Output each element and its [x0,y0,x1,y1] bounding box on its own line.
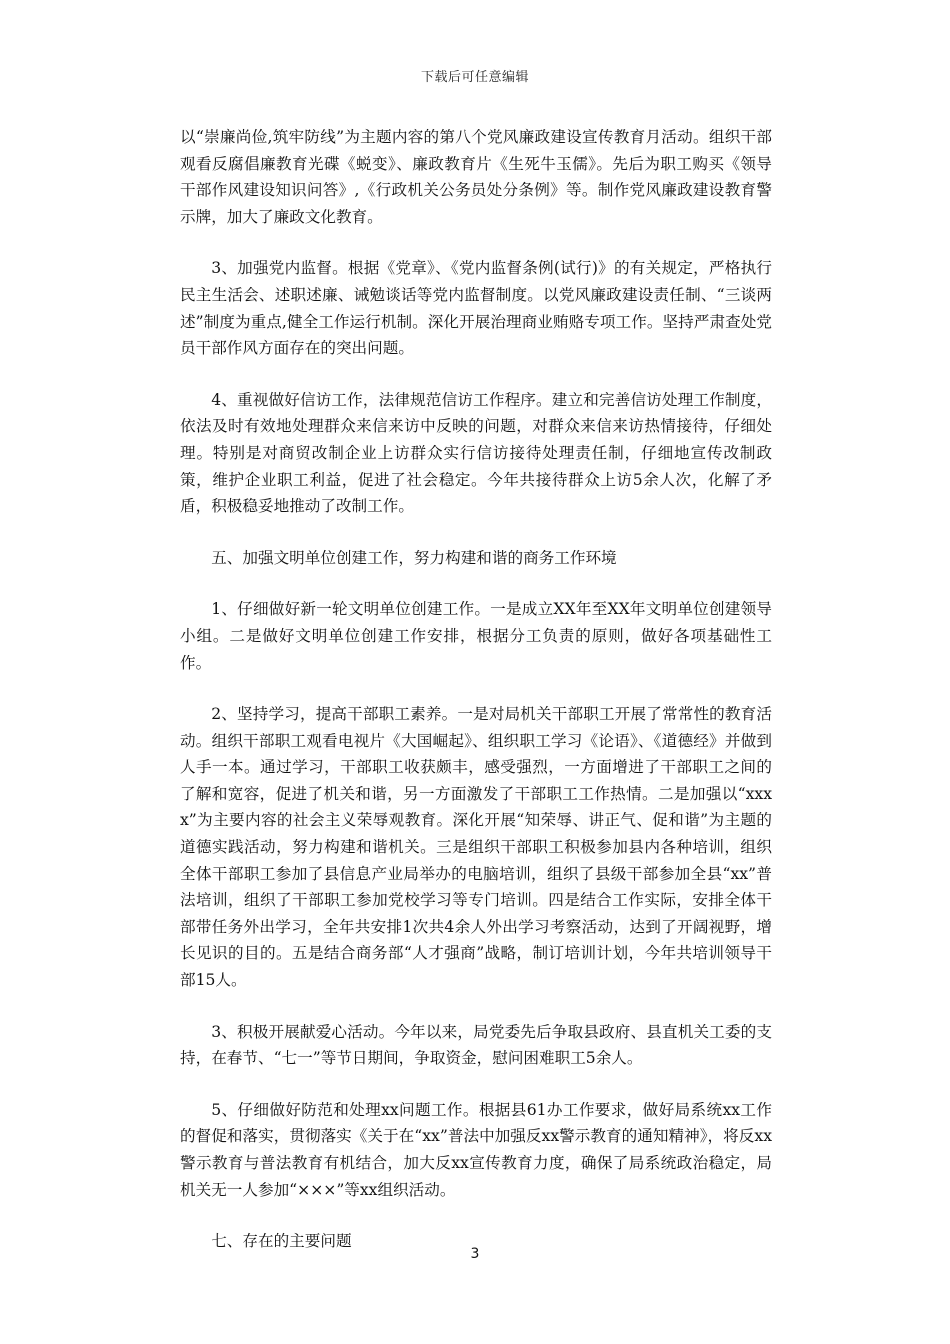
paragraph-charity-activity: 3、积极开展献爱心活动。今年以来，局党委先后争取县政府、县直机关工委的支持，在春节、“七一”等节日期间，争取资金，慰问困难职工5余人。 [180,1022,772,1068]
section-heading-main-problems: 七、存在的主要问题 [211,1232,352,1251]
paragraph-prevention-work: 5、仔细做好防范和处理xx问题工作。根据县61办工作要求，做好局系统xx工作的督促和落实，贯彻落实《关于在“xx”普法中加强反xx警示教育的通知精神》，将反xx警示教育与普法教育有机结合，加大反xx宣传教育力度，确保了局系统政治稳定，局机关无一人参加“×××”等xx组织活动。 [180,1100,772,1199]
paragraph-party-supervision: 3、加强党内监督。根据《党章》、《党内监督条例(试行)》的有关规定，严格执行民主生活会、述职述廉、诫勉谈话等党内监督制度。以党风廉政建设责任制、“三谈两述”制度为重点,健全工作运行机制。深化开展治理商业贿赂专项工作。坚持严肃查处党员干部作风方面存在的突出问题。 [180,259,772,358]
paragraph-petition-work: 4、重视做好信访工作，法律规范信访工作程序。建立和完善信访处理工作制度，依法及时有效地处理群众来信来访中反映的问题，对群众来信来访热情接待，仔细处理。特别是对商贸改制企业上访群众实行信访接待处理责任制，仔细地宣传改制政策，维护企业职工利益，促进了社会稳定。今年共接待群众上访5余人次，化解了矛盾，积极稳妥地推动了改制工作。 [180,390,772,516]
paragraph-study-training: 2、坚持学习，提高干部职工素养。一是对局机关干部职工开展了常常性的教育活动。组织干部职工观看电视片《大国崛起》、组织职工学习《论语》、《道德经》并做到人手一本。通过学习，干部职工收获颇丰，感受强烈，一方面增进了干部职工之间的了解和宽容，促进了机关和谐，另一方面激发了干部职工工作热情。二是加强以“xxxx”为主要内容的社会主义荣辱观教育。深化开展“知荣辱、讲正气、促和谐”为主题的道德实践活动，努力构建和谐机关。三是组织干部职工积极参加县内各种培训，组织全体干部职工参加了县信息产业局举办的电脑培训，组织了县级干部参加全县“xx”普法培训，组织了干部职工参加党校学习等专门培训。四是结合工作实际，安排全体干部带任务外出学习，全年共安排1次共4余人外出学习考察活动，达到了开阔视野，增长见识的目的。五是结合商务部“人才强商”战略，制订培训计划，今年共培训领导干部15人。 [180,705,772,990]
paragraph-civilized-unit-creation: 1、仔细做好新一轮文明单位创建工作。一是成立XX年至XX年文明单位创建领导小组。二是做好文明单位创建工作安排，根据分工负责的原则，做好各项基础性工作。 [180,600,772,672]
page-number: 3 [470,1246,480,1262]
paragraph-intro-continuation: 以“崇廉尚俭,筑牢防线”为主题内容的第八个党风廉政建设宣传教育月活动。组织干部观看反腐倡廉教育光碟《蜕变》、廉政教育片《生死牛玉儒》。先后为职工购买《领导干部作风建设知识问答》,《行政机关公务员处分条例》等。制作党风廉政建设教育警示牌，加大了廉政文化教育。 [180,128,772,226]
page-header: 下载后可任意编辑 [420,70,529,85]
document-body [180,124,772,1280]
section-heading-civilized-unit: 五、加强文明单位创建工作，努力构建和谐的商务工作环境 [211,548,617,567]
